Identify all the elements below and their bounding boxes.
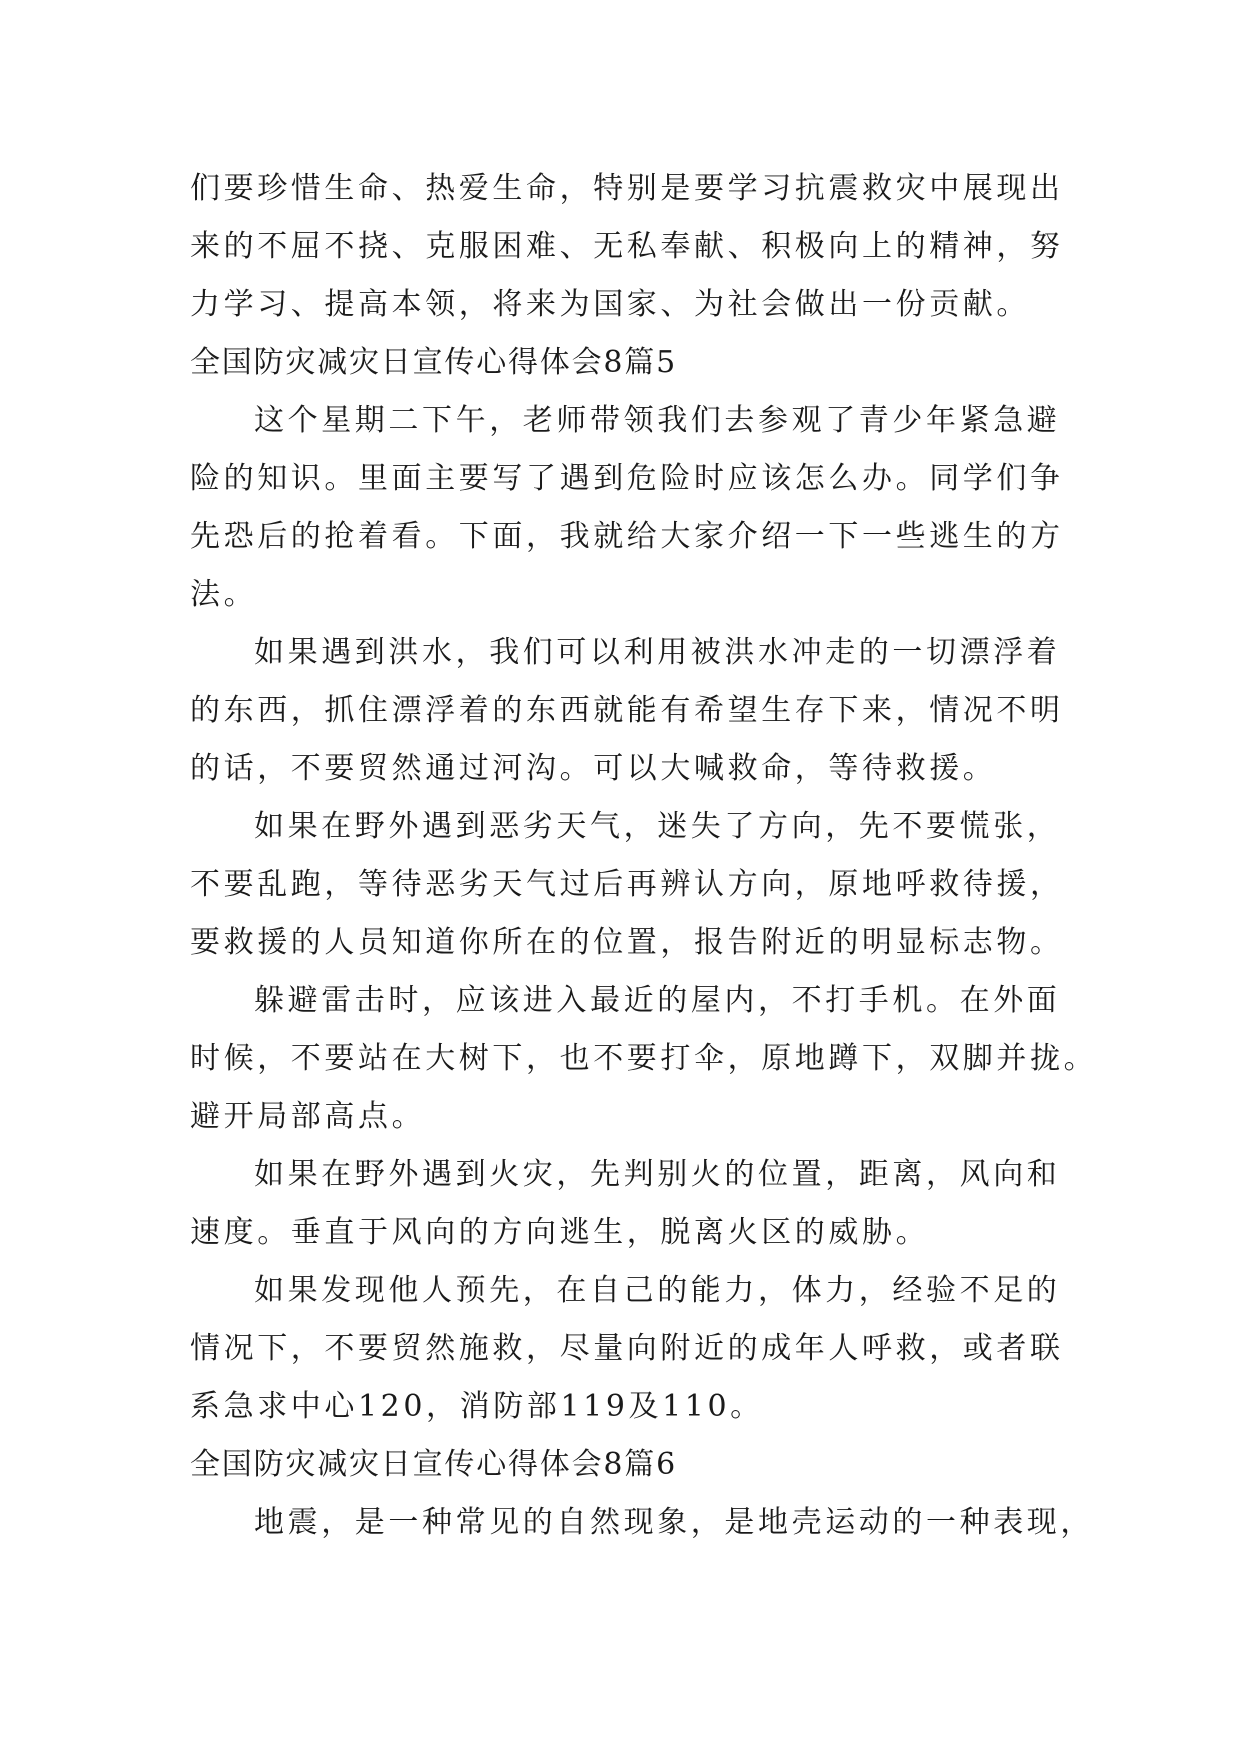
paragraph-line: 速度。垂直于风向的方向逃生，脱离火区的威胁。: [190, 1215, 930, 1250]
paragraph-line: 躲避雷击时，应该进入最近的屋内，不打手机。在外面: [254, 983, 1061, 1018]
paragraph-line: 地震，是一种常见的自然现象，是地壳运动的一种表现，: [254, 1505, 1094, 1540]
paragraph-line: 们要珍惜生命、热爱生命，特别是要学习抗震救灾中展现出: [190, 171, 1064, 206]
paragraph-line: 如果遇到洪水，我们可以利用被洪水冲走的一切漂浮着: [254, 635, 1061, 670]
paragraph-line: 先恐后的抢着看。下面，我就给大家介绍一下一些逃生的方: [190, 519, 1064, 554]
paragraph-line: 的话，不要贸然通过河沟。可以大喊救命，等待救援。: [190, 751, 997, 786]
paragraph-line: 如果在野外遇到火灾，先判别火的位置，距离，风向和: [254, 1157, 1061, 1192]
paragraph-line: 系急求中心120，消防部119及110。: [190, 1389, 764, 1424]
section-heading-6: 全国防灾减灾日宣传心得体会8篇6: [190, 1447, 677, 1482]
paragraph-line: 力学习、提高本领，将来为国家、为社会做出一份贡献。: [190, 287, 1030, 322]
paragraph-line: 避开局部高点。: [190, 1099, 426, 1134]
paragraph-line: 的东西，抓住漂浮着的东西就能有希望生存下来，情况不明: [190, 693, 1064, 728]
section-heading-5: 全国防灾减灾日宣传心得体会8篇5: [190, 345, 677, 380]
paragraph-line: 情况下，不要贸然施救，尽量向附近的成年人呼救，或者联: [190, 1331, 1064, 1366]
paragraph-line: 要救援的人员知道你所在的位置，报告附近的明显标志物。: [190, 925, 1064, 960]
paragraph-line: 来的不屈不挠、克服困难、无私奉献、积极向上的精神，努: [190, 229, 1064, 264]
paragraph-line: 这个星期二下午，老师带领我们去参观了青少年紧急避: [254, 403, 1061, 438]
paragraph-line: 不要乱跑，等待恶劣天气过后再辨认方向，原地呼救待援，: [190, 867, 1064, 902]
paragraph-line: 险的知识。里面主要写了遇到危险时应该怎么办。同学们争: [190, 461, 1064, 496]
paragraph-line: 如果在野外遇到恶劣天气，迷失了方向，先不要慌张，: [254, 809, 1061, 844]
document-body: [190, 160, 1098, 1552]
paragraph-line: 法。: [190, 577, 258, 612]
paragraph-line: 如果发现他人预先，在自己的能力，体力，经验不足的: [254, 1273, 1061, 1308]
paragraph-line: 时候，不要站在大树下，也不要打伞，原地蹲下，双脚并拢。: [190, 1041, 1098, 1076]
